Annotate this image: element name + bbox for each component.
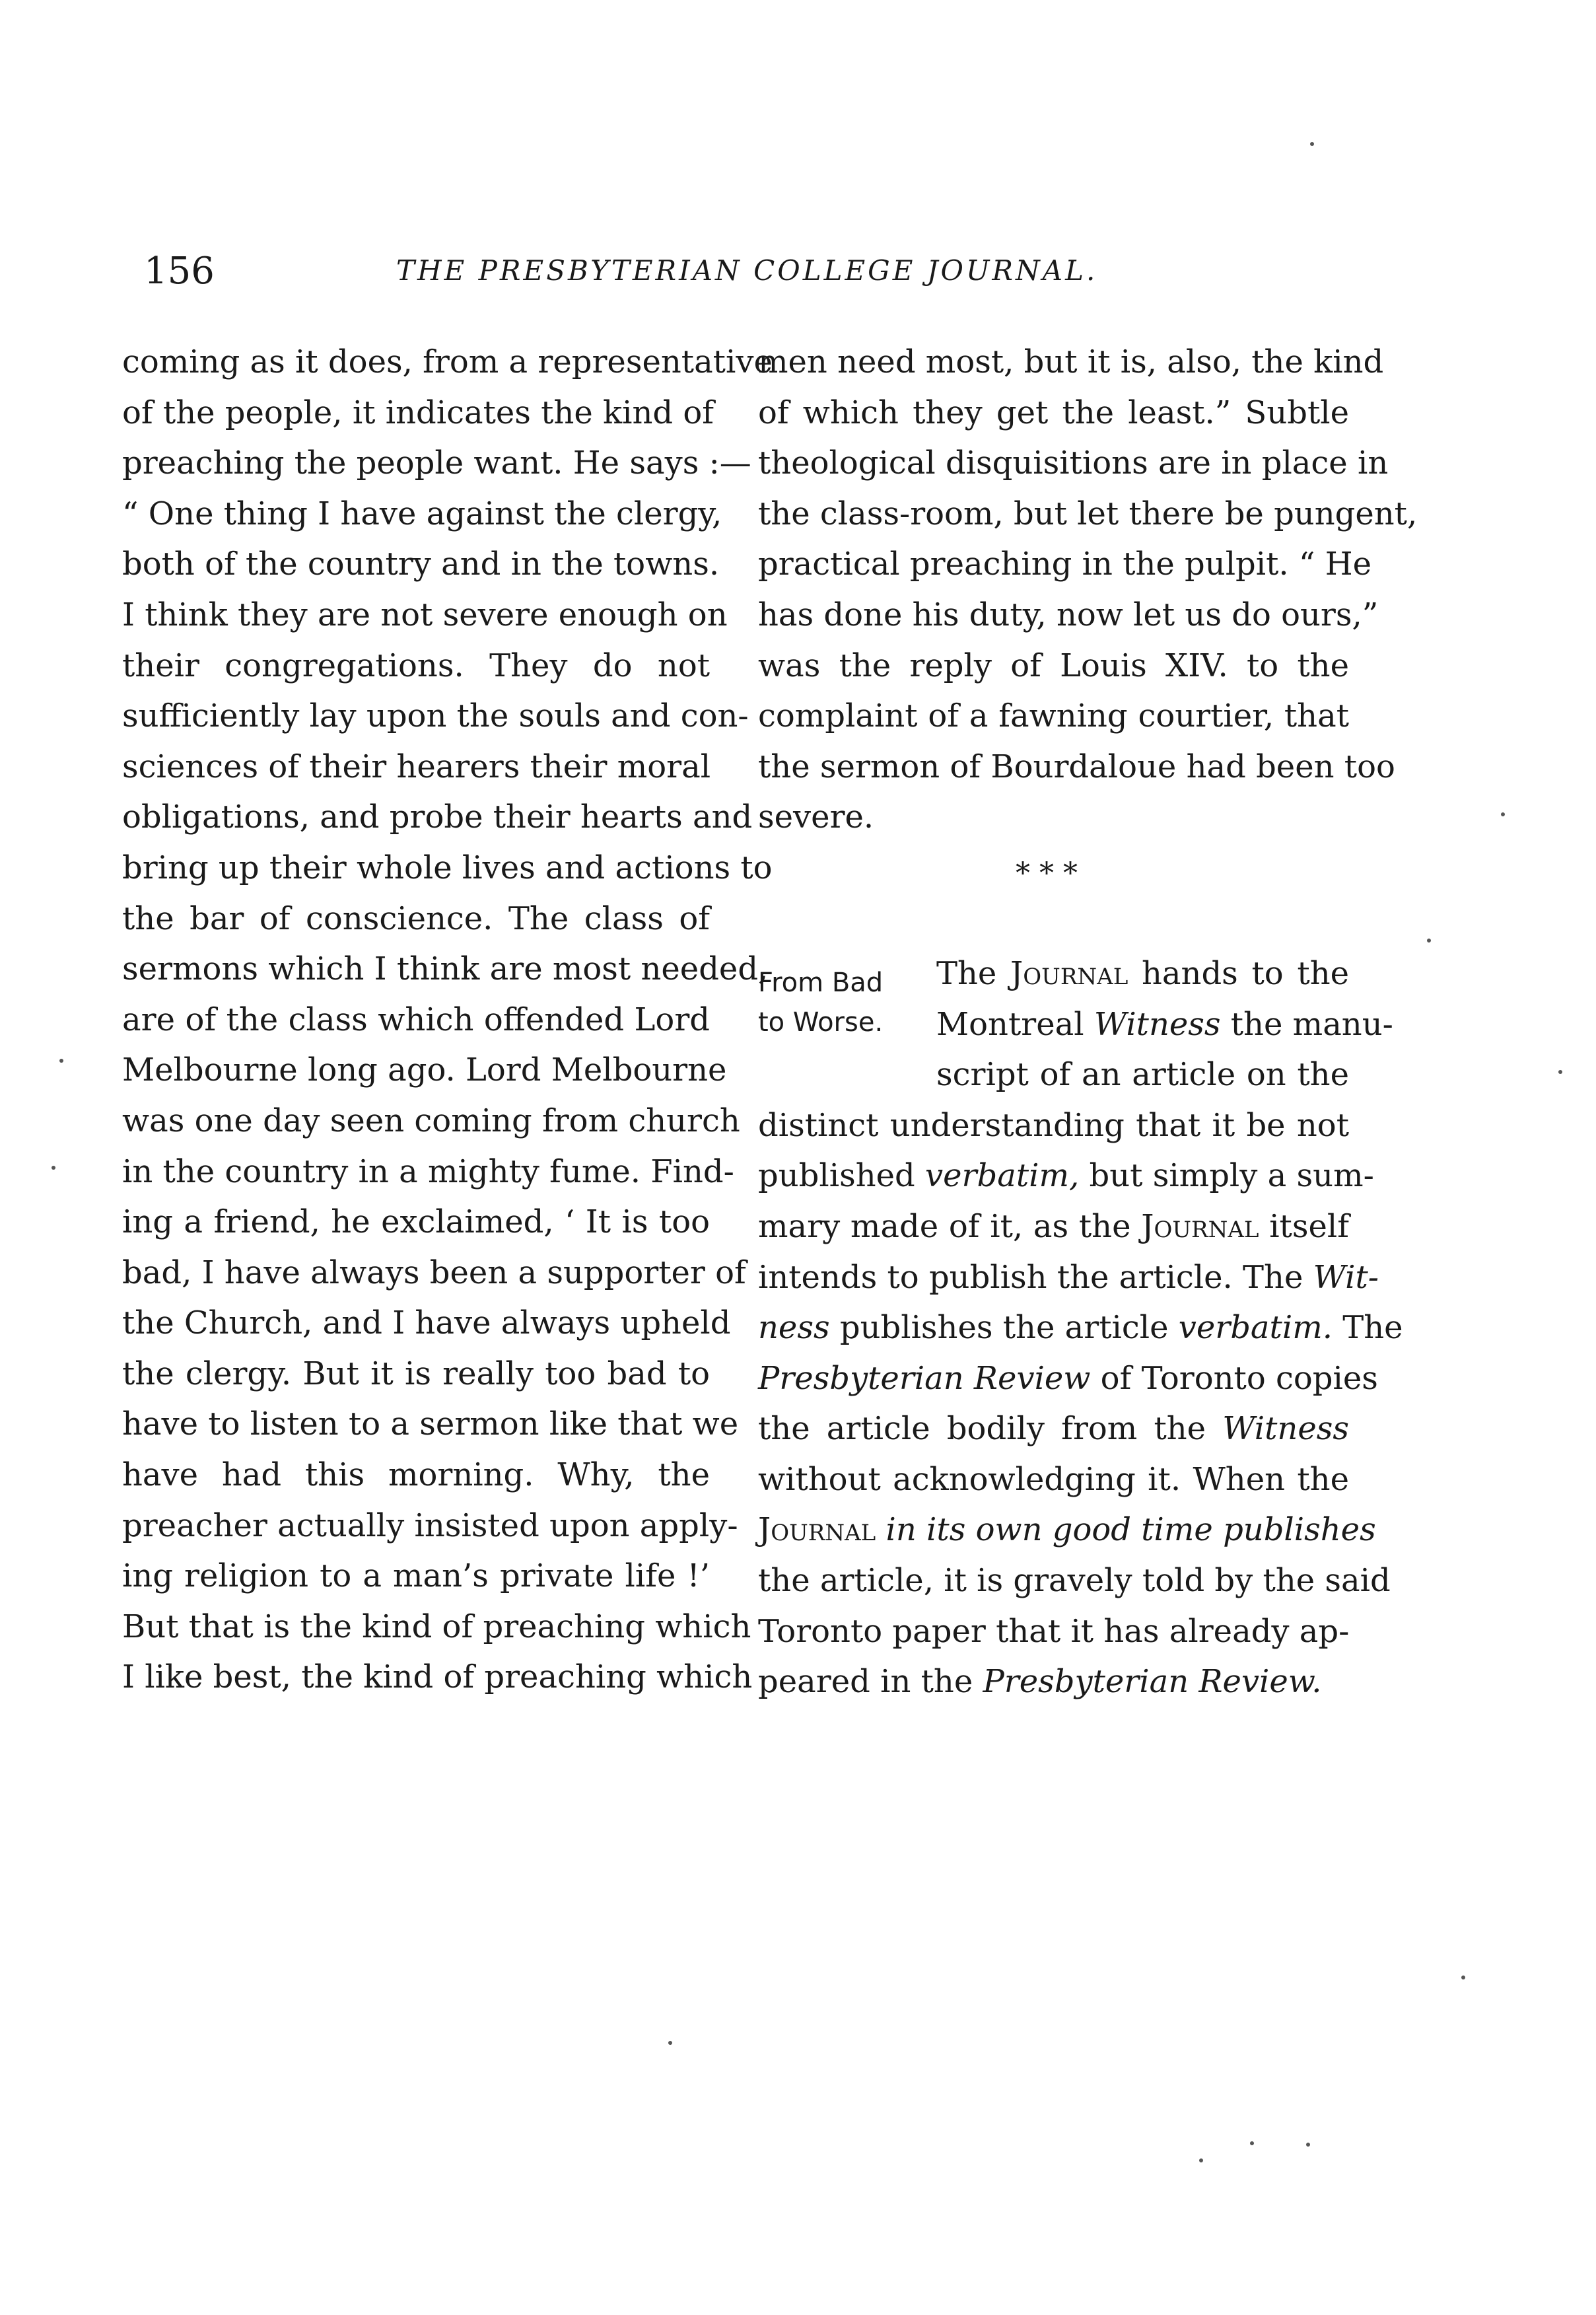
- text-line: [936, 948, 1349, 999]
- scan-speck: [1558, 1070, 1562, 1074]
- text-line: sermons which I think are most needed,: [122, 950, 769, 988]
- text-line: the sermon of Bourdaloue had been too: [758, 748, 1395, 785]
- running-head: THE PRESBYTERIAN COLLEGE JOURNAL.: [396, 254, 1098, 287]
- italic-run: in its own good time publishes: [876, 1511, 1376, 1549]
- scan-speck: [1310, 142, 1314, 146]
- italic-run: verbatim.: [1178, 1309, 1333, 1347]
- journal-name: Journal: [758, 1511, 876, 1549]
- scan-speck: [52, 1166, 55, 1170]
- text-line: both of the country and in the towns.: [122, 546, 720, 583]
- text-line: preaching the people want. He says :—: [122, 445, 751, 482]
- text-run: but simply a sum-: [1079, 1157, 1374, 1195]
- text-run: peared in the: [758, 1663, 983, 1701]
- text-line: without acknowledging it. When the: [758, 1460, 1349, 1498]
- text-line: their congregations. They do not: [122, 647, 710, 684]
- text-run: Montreal: [936, 1005, 1094, 1043]
- scan-speck: [59, 1059, 63, 1063]
- journal-name: Journal: [1010, 954, 1128, 992]
- text-line: complaint of a fawning courtier, that: [758, 697, 1349, 735]
- text-run: published: [758, 1157, 926, 1195]
- text-line: the Church, and I have always upheld: [122, 1304, 731, 1342]
- text-line: practical preaching in the pulpit. “ He: [758, 546, 1371, 583]
- text-line: [758, 1505, 1376, 1555]
- text-run: The: [936, 954, 1011, 992]
- text-line: sufficiently lay upon the souls and con-: [122, 697, 749, 735]
- italic-run: verbatim,: [925, 1157, 1080, 1195]
- text-line: theological disquisitions are in place in: [758, 445, 1389, 482]
- article-opening: [758, 948, 1393, 1100]
- scan-speck: [1306, 2143, 1310, 2147]
- text-line: have to listen to a sermon like that we: [122, 1406, 739, 1443]
- text-line: I like best, the kind of preaching which: [122, 1658, 753, 1696]
- text-line: the clergy. But it is really too bad to: [122, 1355, 710, 1392]
- text-line: script of an article on the: [936, 1056, 1349, 1094]
- journal-name: Journal: [1141, 1207, 1259, 1245]
- text-run: itself: [1259, 1207, 1349, 1245]
- text-line: [758, 1201, 1349, 1252]
- scan-speck: [1250, 2141, 1254, 2145]
- text-line: distinct understanding that it be not: [758, 1106, 1349, 1144]
- scan-speck: [1501, 812, 1505, 816]
- text-line: was the reply of Louis XIV. to the: [758, 647, 1349, 684]
- text-line: preacher actually insisted upon apply-: [122, 1507, 738, 1544]
- text-line: [758, 1656, 1349, 1707]
- text-line: [758, 1404, 1349, 1454]
- side-heading-line: to Worse.: [758, 1007, 884, 1038]
- italic-run: Witness: [1093, 1005, 1221, 1043]
- text-run: the article bodily from the: [758, 1410, 1223, 1448]
- text-line: has done his duty, now let us do ours,”: [758, 596, 1379, 633]
- text-line: I think they are not severe enough on: [122, 596, 728, 633]
- text-line: ing religion to a man’s private life !’: [122, 1557, 710, 1595]
- text-line: of the people, it indicates the kind of: [122, 394, 714, 431]
- text-run: publishes the article: [829, 1309, 1179, 1347]
- text-line: Melbourne long ago. Lord Melbourne: [122, 1051, 727, 1089]
- text-line: [758, 1302, 1403, 1353]
- text-line: [758, 1151, 1374, 1201]
- italic-run: ness: [758, 1309, 830, 1347]
- text-line: the bar of conscience. The class of: [122, 900, 710, 937]
- text-line: coming as it does, from a representative: [122, 343, 773, 380]
- text-line: [936, 999, 1393, 1050]
- text-run: the manu-: [1220, 1005, 1393, 1043]
- text-line: was one day seen coming from church: [122, 1102, 740, 1139]
- side-heading-line: From Bad: [758, 967, 884, 998]
- text-run: hands to the: [1128, 954, 1350, 992]
- text-line: men need most, but it is, also, the kind: [758, 343, 1384, 380]
- text-line: [758, 1353, 1378, 1404]
- text-line: sciences of their hearers their moral: [122, 748, 711, 785]
- scan-speck: [1427, 939, 1431, 943]
- text-line: ing a friend, he exclaimed, ‘ It is too: [122, 1203, 710, 1241]
- text-line: [758, 1252, 1379, 1303]
- text-line: of which they get the least.” Subtle: [758, 394, 1349, 431]
- asterism-divider: [758, 843, 1349, 948]
- indented-lines: [936, 948, 1393, 1100]
- italic-run: Presbyterian Review: [758, 1359, 1091, 1397]
- asterism-glyph: * * *: [1016, 856, 1078, 890]
- text-line: “ One thing I have against the clergy,: [122, 495, 722, 532]
- left-column: [122, 337, 773, 1703]
- text-line: are of the class which offended Lord: [122, 1001, 710, 1038]
- scan-speck: [668, 2041, 672, 2045]
- scan-speck: [1461, 1976, 1465, 1979]
- italic-run: Witness: [1222, 1410, 1349, 1448]
- text-run: The: [1332, 1309, 1403, 1347]
- text-line: in the country in a mighty fume. Find-: [122, 1153, 734, 1190]
- italic-run: Wit-: [1313, 1258, 1379, 1296]
- text-line: severe.: [758, 799, 874, 836]
- right-column: [758, 337, 1418, 1707]
- side-heading: [758, 963, 917, 1042]
- text-line: the article, it is gravely told by the said: [758, 1562, 1391, 1600]
- text-run: of Toronto copies: [1090, 1359, 1378, 1397]
- text-line: bad, I have always been a supporter of: [122, 1254, 746, 1291]
- text-line: have had this morning. Why, the: [122, 1456, 710, 1494]
- italic-run: Presbyterian Review.: [983, 1663, 1322, 1701]
- text-run: intends to publish the article. The: [758, 1258, 1313, 1296]
- text-line: the class-room, but let there be pungent,: [758, 495, 1418, 532]
- page-number: 156: [144, 250, 215, 293]
- text-run: mary made of it, as the: [758, 1207, 1142, 1245]
- text-line: bring up their whole lives and actions to: [122, 849, 773, 886]
- text-line: But that is the kind of preaching which: [122, 1608, 751, 1645]
- scan-speck: [1199, 2158, 1203, 2162]
- text-line: Toronto paper that it has already ap-: [758, 1612, 1350, 1650]
- text-line: obligations, and probe their hearts and: [122, 799, 753, 836]
